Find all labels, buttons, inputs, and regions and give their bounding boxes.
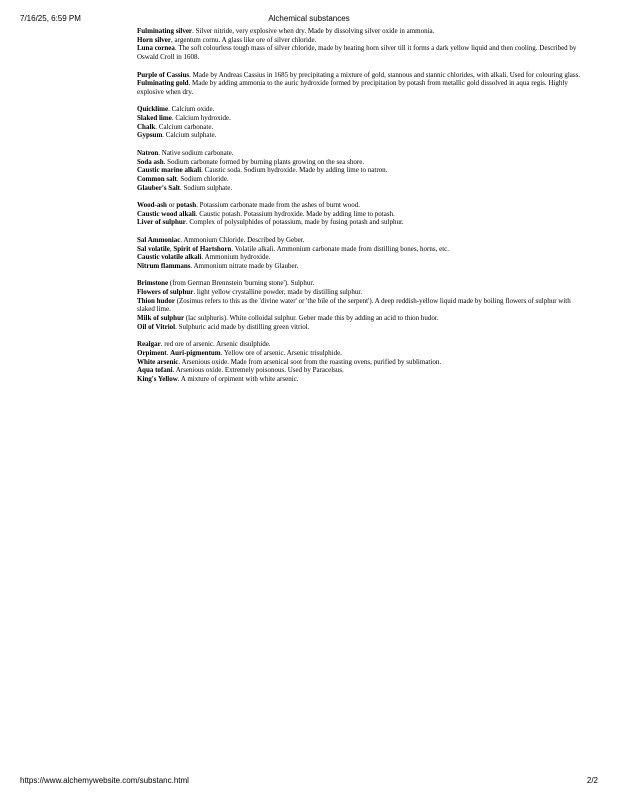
substance-description: . Ammonium Chloride. Described by Geber. bbox=[180, 235, 305, 244]
substance-term: Purple of Cassius bbox=[137, 70, 190, 79]
substance-term: Quicklime bbox=[137, 105, 169, 114]
substance-entry bbox=[137, 175, 587, 184]
substance-entry bbox=[137, 279, 587, 288]
substance-term: Sal Ammoniac bbox=[137, 235, 181, 244]
substance-term: Oil of Vitriol bbox=[137, 322, 176, 331]
substance-term: Milk of sulphur bbox=[137, 314, 185, 323]
substance-term: Slaked lime bbox=[137, 114, 172, 122]
substance-description: . Sodium sulphate. bbox=[179, 183, 233, 192]
substance-term: King's Yellow bbox=[137, 375, 178, 384]
substance-group bbox=[137, 27, 587, 62]
substance-entry bbox=[137, 123, 587, 132]
substance-term: Horn silver bbox=[137, 35, 172, 44]
substance-entry bbox=[137, 245, 587, 254]
substance-entry bbox=[137, 340, 587, 349]
substance-entry bbox=[137, 262, 587, 271]
substance-description: (Zosimus refers to this as the 'divine water' or 'the bile of the serpent'). A deep reddish-yellow liquid made by boiling flowers of sulphur with slaked lime. bbox=[137, 296, 571, 314]
substance-entry bbox=[137, 166, 587, 175]
substance-description: . A mixture of orpiment with white arsenic. bbox=[177, 375, 299, 384]
substance-entry bbox=[137, 349, 587, 358]
substance-term: Flowers of sulphur bbox=[137, 288, 194, 296]
substance-term: Gypsum bbox=[137, 131, 163, 140]
substance-alt-term: potash bbox=[176, 201, 197, 209]
substance-entry bbox=[137, 158, 587, 167]
substance-term: Thion hudor bbox=[137, 296, 175, 305]
substance-description: (from German Brennstein 'burning stone'). Sulphur. bbox=[168, 279, 315, 288]
page-title: Alchemical substances bbox=[268, 14, 350, 23]
substance-group bbox=[137, 236, 587, 271]
substance-description: . Calcium hydroxide. bbox=[171, 114, 231, 122]
substance-group bbox=[137, 149, 587, 193]
substance-term: Chalk bbox=[137, 122, 156, 131]
page-url: https://www.alchemywebsite.com/substanc.html bbox=[20, 776, 189, 785]
substance-description: . Calcium carbonate. bbox=[155, 122, 214, 131]
term-separator: , bbox=[169, 244, 174, 253]
substance-entry bbox=[137, 201, 587, 210]
substance-term: Caustic volatile alkali bbox=[137, 253, 202, 262]
substance-term: Common salt bbox=[137, 174, 177, 183]
substance-entry bbox=[137, 288, 587, 297]
substance-description: . Yellow ore of arsenic. Arsenic trisulphide. bbox=[220, 348, 342, 357]
substance-description: . Volatile alkali. Ammonium carbonate made from distilling bones, horns, etc. bbox=[231, 244, 450, 253]
substance-description: . Complex of polysulphides of potassium, made by fusing potash and sulphur. bbox=[185, 218, 404, 227]
substance-description: (lac sulphuris). White colloidal sulphur. Geber made this by adding an acid to thion hudor. bbox=[184, 314, 439, 323]
substance-description: . Arsenious oxide. Extremely poisonous. Used by Paracelsus. bbox=[172, 366, 344, 375]
substance-entry bbox=[137, 79, 587, 96]
substance-description: , argentum cornu. A glass like ore of silver chloride. bbox=[171, 35, 317, 44]
substance-term: Wood-ash bbox=[137, 201, 167, 209]
substance-group bbox=[137, 71, 587, 97]
substance-description: . Silver nitride, very explosive when dry. Made by dissolving silver oxide in ammonia. bbox=[192, 27, 435, 35]
substance-description: . Made by Andreas Cassius in 1685 by precipitating a mixture of gold, stannous and stannic chlorides, with alkali. Used for colouring glass. bbox=[189, 70, 581, 79]
substance-term: Soda ash bbox=[137, 157, 164, 166]
substance-term: Aqua tofani bbox=[137, 366, 173, 375]
substance-entry bbox=[137, 149, 587, 158]
substance-entry bbox=[137, 366, 587, 375]
substance-entry bbox=[137, 71, 587, 80]
substance-description: . Native sodium carbonate. bbox=[158, 148, 234, 157]
document-body bbox=[137, 27, 587, 392]
substance-entry bbox=[137, 184, 587, 193]
substance-description: . Sodium chloride. bbox=[176, 174, 229, 183]
substance-entry bbox=[137, 253, 587, 262]
substance-term: Caustic marine alkali bbox=[137, 166, 202, 175]
substance-term: White arsenic bbox=[137, 357, 179, 366]
substance-term: Orpiment bbox=[137, 348, 167, 357]
page-number: 2/2 bbox=[586, 776, 598, 785]
substance-entry bbox=[137, 114, 587, 123]
substance-term: Natron bbox=[137, 148, 159, 157]
substance-description: . Caustic potash. Potassium hydroxide. Made by adding lime to potash. bbox=[195, 209, 395, 218]
substance-term: Glauber's Salt bbox=[137, 183, 180, 192]
substance-term: Liver of sulphur bbox=[137, 218, 186, 227]
substance-term: Luna cornea bbox=[137, 44, 175, 53]
substance-description: . Sodium carbonate formed by burning plants growing on the sea shore. bbox=[163, 157, 365, 166]
term-separator: . bbox=[166, 348, 171, 357]
substance-entry bbox=[137, 27, 587, 36]
substance-entry bbox=[137, 131, 587, 140]
substance-description: . Calcium sulphate. bbox=[162, 131, 217, 140]
substance-entry bbox=[137, 44, 587, 61]
substance-entry bbox=[137, 218, 587, 227]
substance-alt-term: Auri-pigmentum bbox=[170, 348, 221, 357]
substance-term: Sal volatile bbox=[137, 244, 170, 253]
substance-entry bbox=[137, 314, 587, 323]
substance-term: Nitrum flammans bbox=[137, 261, 191, 270]
substance-group bbox=[137, 201, 587, 227]
substance-entry bbox=[137, 105, 587, 114]
substance-description: . light yellow crystalline powder, made by distilling sulphur. bbox=[193, 288, 363, 296]
substance-alt-term: Spirit of Hartshorn bbox=[173, 244, 232, 253]
substance-entry bbox=[137, 210, 587, 219]
substance-description: . Ammonium nitrate made by Glauber. bbox=[190, 261, 299, 270]
substance-description: . The soft colourless tough mass of silver chloride, made by heating horn silver till it forms a dark yellow liquid and then cooling. Described by Oswald Croll in 1608. bbox=[137, 44, 577, 62]
print-date: 7/16/25, 6:59 PM bbox=[20, 14, 81, 23]
substance-entry bbox=[137, 297, 587, 314]
substance-entry bbox=[137, 358, 587, 367]
substance-description: . Sulphuric acid made by distilling green vitriol. bbox=[175, 322, 310, 331]
substance-description: . Made by adding ammonia to the auric hydroxide formed by precipitation by potash from metallic gold dissolved in aqua regis. Highly explosive when dry. bbox=[137, 79, 568, 96]
substance-description: . Potassium carbonate made from the ashes of burnt wood. bbox=[196, 201, 361, 209]
term-separator: or bbox=[166, 201, 177, 209]
substance-term: Caustic wood alkali bbox=[137, 209, 196, 218]
substance-description: . Arsenious oxide. Made from arsenical soot from the roasting ovens, purified by sublimation. bbox=[178, 357, 442, 366]
substance-description: . Calcium oxide. bbox=[168, 105, 215, 114]
substance-term: Fulminating silver bbox=[137, 27, 193, 35]
substance-group bbox=[137, 340, 587, 384]
substance-entry bbox=[137, 375, 587, 384]
substance-entry bbox=[137, 36, 587, 45]
substance-group bbox=[137, 105, 587, 140]
substance-description: . Ammonium hydroxide. bbox=[201, 253, 271, 262]
substance-term: Realgar bbox=[137, 340, 161, 349]
substance-entry bbox=[137, 236, 587, 245]
substance-term: Fulminating gold bbox=[137, 79, 189, 88]
substance-description: . Caustic soda. Sodium hydroxide. Made by adding lime to natron. bbox=[201, 166, 388, 175]
substance-group bbox=[137, 279, 587, 331]
substance-description: . red ore of arsenic. Arsenic disulphide. bbox=[160, 340, 271, 349]
substance-term: Brimstone bbox=[137, 279, 169, 288]
substance-entry bbox=[137, 323, 587, 332]
